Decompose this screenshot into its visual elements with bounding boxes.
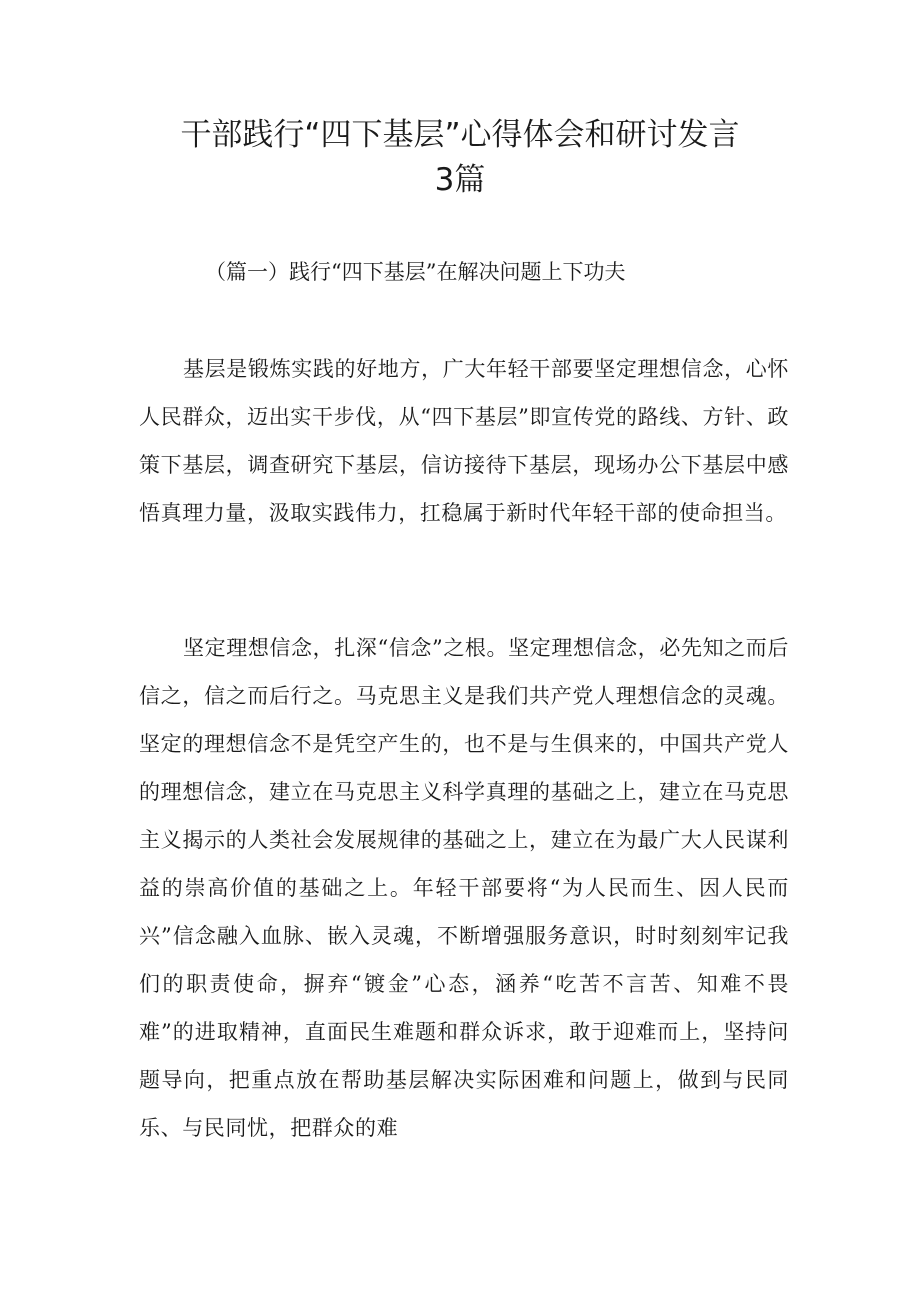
document-title-line-2: 3篇 bbox=[434, 162, 486, 198]
body-paragraph-1: 基层是锻炼实践的好地方，广大年轻干部要坚定理想信念，心怀人民群众，迈出实干步伐，从“四下基层”即宣传党的路线、方针、政策下基层，调查研究下基层，信访接待下基层，现场办公下基层中感悟真理力量，汲取实践伟力，扛稳属于新时代年轻干部的使命担当。 bbox=[139, 357, 789, 525]
body-paragraph-2: 坚定理想信念，扎深“信念”之根。坚定理想信念，必先知之而后信之，信之而后行之。马克思主义是我们共产党人理想信念的灵魂。坚定的理想信念不是凭空产生的，也不是与生俱来的，中国共产党人的理想信念，建立在马克思主义科学真理的基础之上，建立在马克思主义揭示的人类社会发展规律的基础之上，建立在为最广大人民谋利益的崇高价值的基础之上。年轻干部要将“为人民而生、因人民而兴”信念融入血脉、嵌入灵魂，不断增强服务意识，时时刻刻牢记我们的职责使命，摒弃“镀金”心态，涵养“吃苦不言苦、知难不畏难”的进取精神，直面民生难题和群众诉求，敢于迎难而上，坚持问题导向，把重点放在帮助基层解决实际困难和问题上，做到与民同乐、与民同忧，把群众的难 bbox=[139, 636, 789, 1140]
document-title-line-1: 干部践行“四下基层”心得体会和研讨发言 bbox=[180, 117, 740, 153]
section-heading: （篇一）践行“四下基层”在解决问题上下功夫 bbox=[205, 260, 626, 284]
